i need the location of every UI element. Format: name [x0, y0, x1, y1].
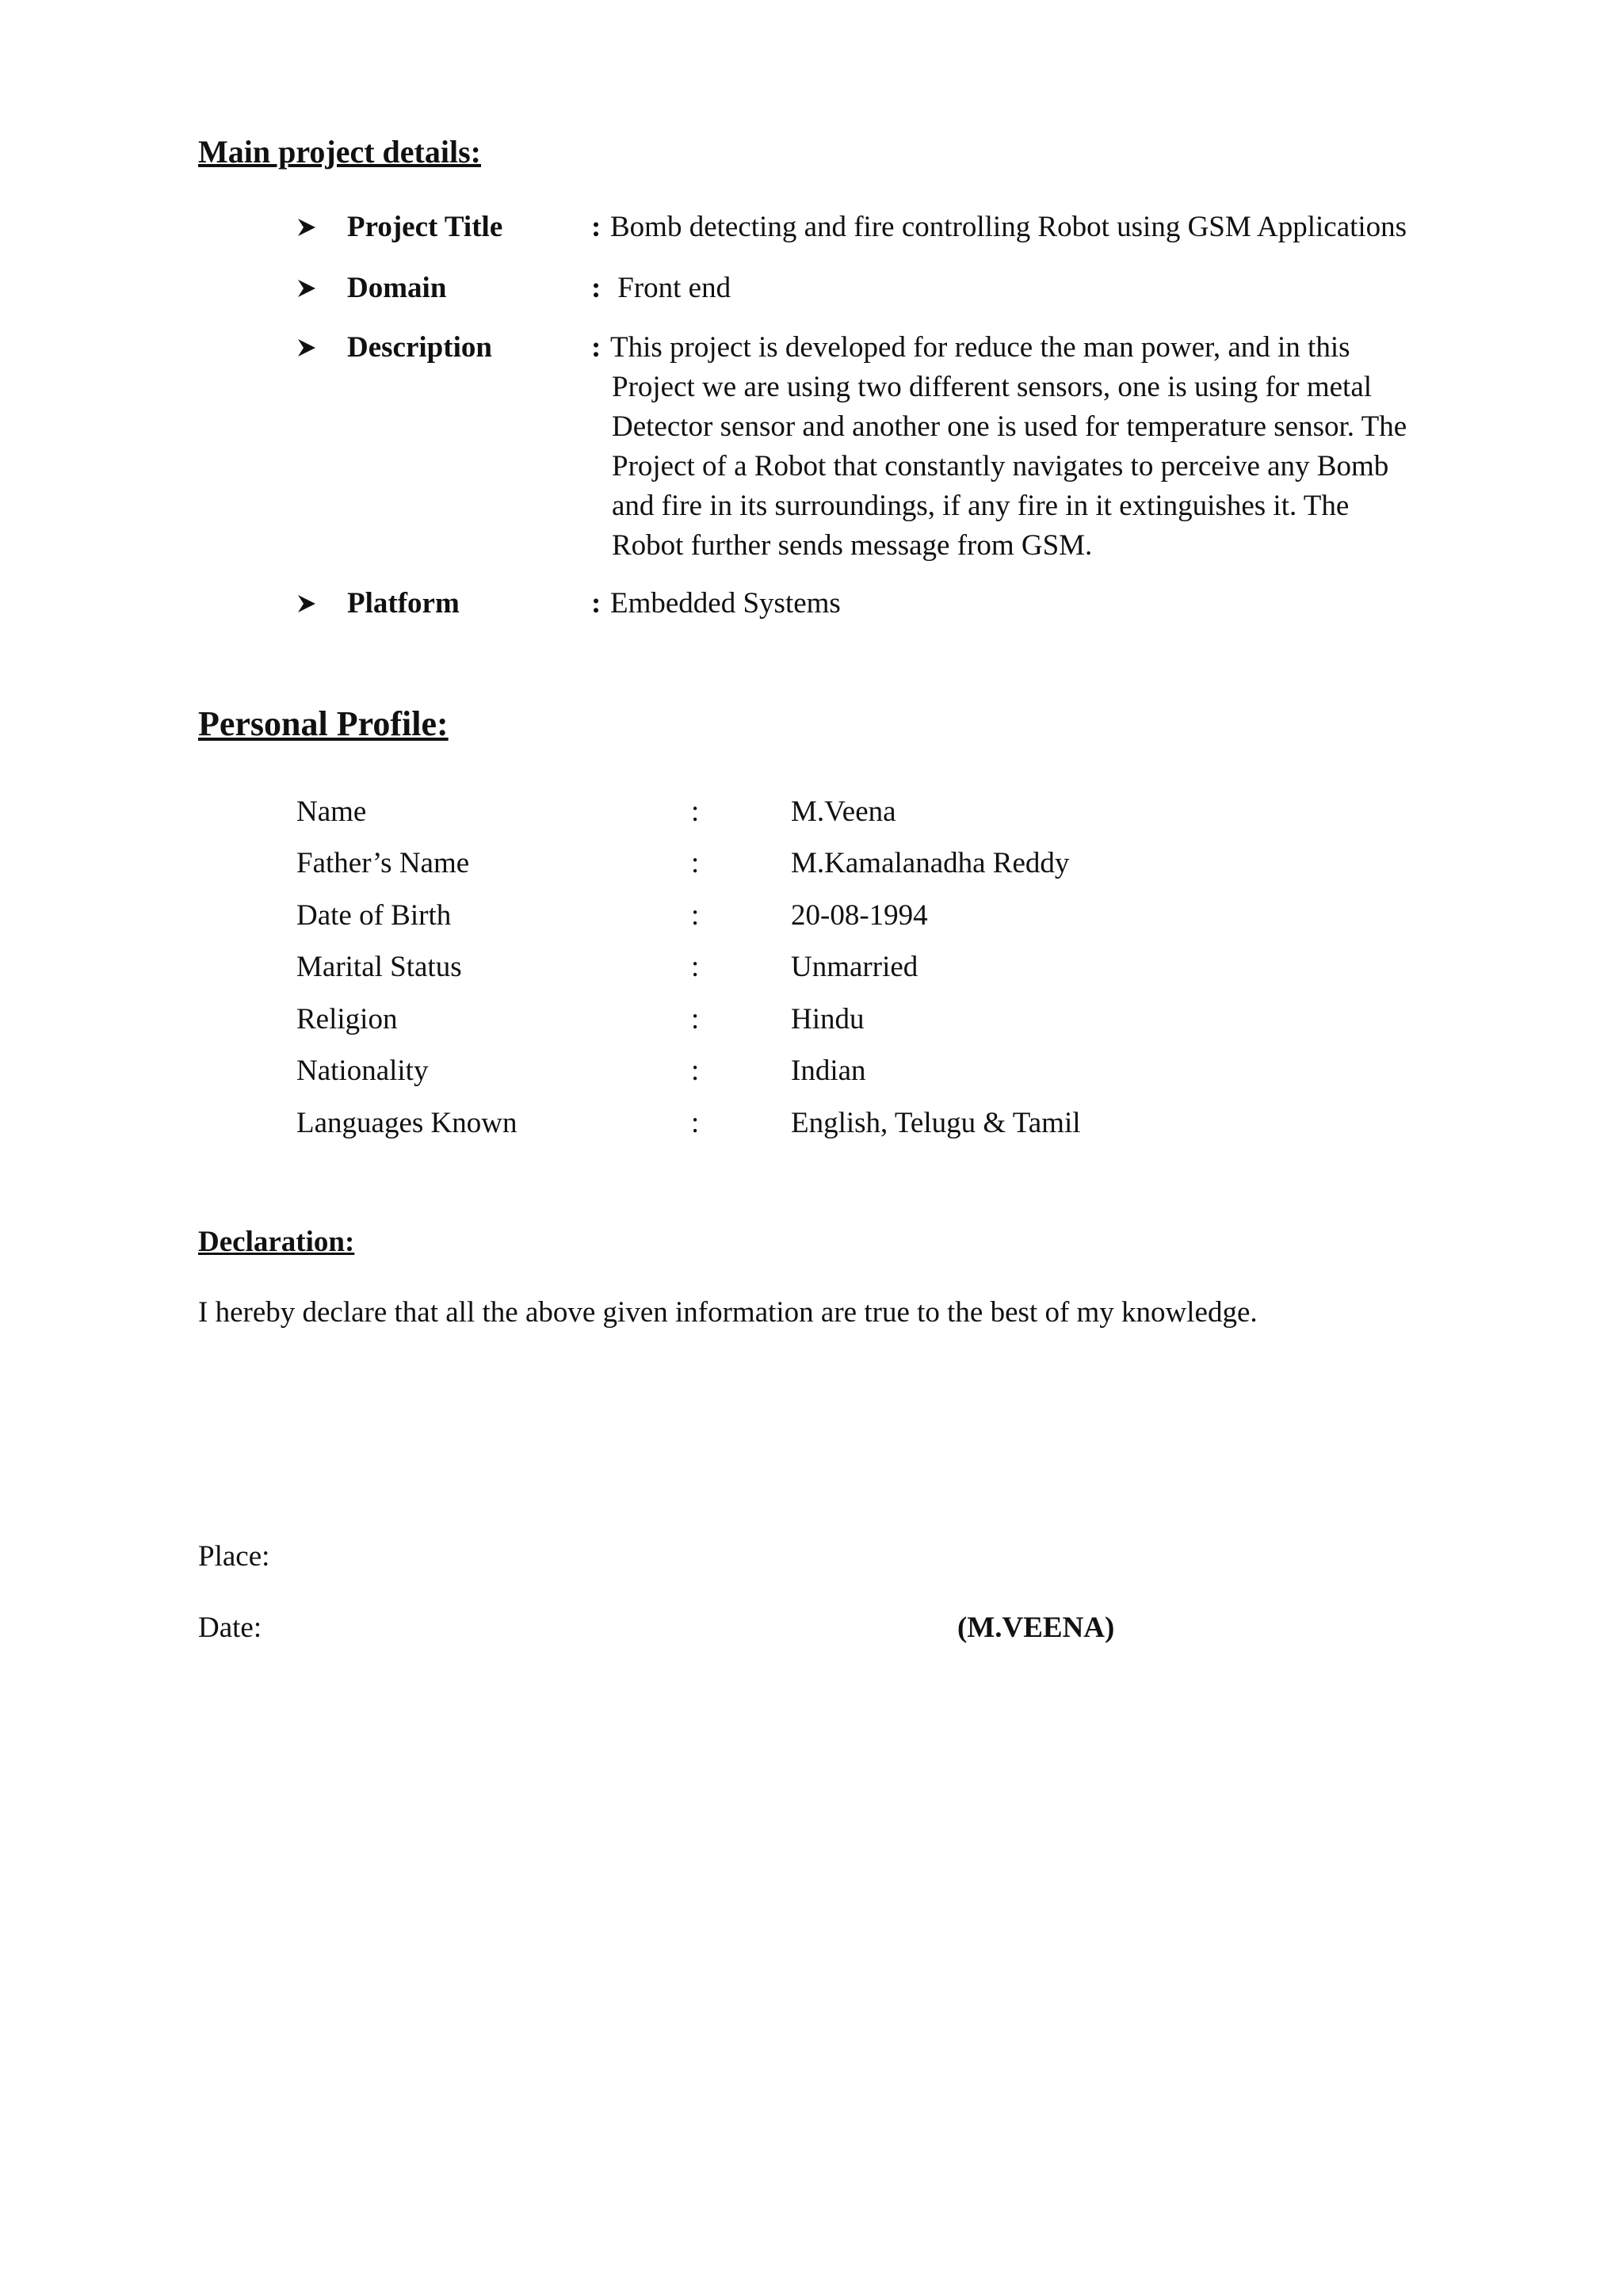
profile-value: English, Telugu & Tamil	[791, 1107, 1081, 1139]
profile-value: 20-08-1994	[791, 899, 928, 932]
declaration-text: I hereby declare that all the above given information are true to the best of my knowledge.	[198, 1296, 1258, 1329]
project-title-value: Bomb detecting and fire controlling Robot using GSM Applications	[610, 211, 1407, 243]
profile-label: Religion	[296, 1003, 398, 1035]
domain-label: Domain	[347, 272, 447, 304]
description-continuation	[612, 368, 1407, 566]
profile-colon: :	[691, 847, 700, 879]
project-title-label: Project Title	[347, 211, 503, 243]
profile-value: M.Veena	[791, 795, 896, 828]
description-line: Robot further sends message from GSM.	[612, 529, 1093, 562]
description-line: Project we are using two different sensors, one is using for metal	[612, 371, 1373, 403]
arrow-bullet-icon	[295, 269, 319, 308]
profile-label: Marital Status	[296, 951, 462, 983]
profile-colon: :	[691, 1003, 700, 1035]
profile-label: Date of Birth	[296, 899, 452, 932]
arrow-bullet-icon	[295, 208, 319, 247]
profile-colon: :	[691, 899, 700, 932]
description-colon: :	[591, 331, 601, 364]
project-title-colon: :	[591, 211, 601, 243]
profile-label: Languages Known	[296, 1107, 517, 1139]
signature-name: (M.VEENA)	[957, 1611, 1115, 1644]
profile-colon: :	[691, 1055, 700, 1087]
platform-value: Embedded Systems	[610, 587, 841, 620]
arrow-bullet-icon	[295, 328, 319, 368]
profile-colon: :	[691, 951, 700, 983]
profile-value: Hindu	[791, 1003, 865, 1035]
platform-colon: :	[591, 587, 601, 620]
profile-colon: :	[691, 795, 700, 828]
arrow-bullet-icon	[295, 584, 319, 624]
domain-value: Front end	[610, 272, 731, 304]
declaration-heading: Declaration:	[198, 1226, 355, 1258]
domain-colon: :	[591, 272, 601, 304]
platform-label: Platform	[347, 587, 460, 620]
profile-label: Name	[296, 795, 367, 828]
profile-value: Unmarried	[791, 951, 918, 983]
description-line: Detector sensor and another one is used for temperature sensor. The	[612, 410, 1407, 443]
profile-colon: :	[691, 1107, 700, 1139]
place-label: Place:	[198, 1540, 270, 1573]
description-value-line-1: This project is developed for reduce the man power, and in this	[610, 331, 1350, 364]
description-line: and fire in its surroundings, if any fire in it extinguishes it. The	[612, 490, 1350, 522]
profile-value: Indian	[791, 1055, 866, 1087]
profile-label: Nationality	[296, 1055, 429, 1087]
description-label: Description	[347, 331, 492, 364]
personal-profile-heading: Personal Profile:	[198, 704, 449, 743]
profile-value: M.Kamalanadha Reddy	[791, 847, 1070, 879]
profile-label: Father’s Name	[296, 847, 470, 879]
main-project-heading: Main project details:	[198, 134, 481, 170]
description-line: Project of a Robot that constantly navigates to perceive any Bomb	[612, 450, 1389, 482]
date-label: Date:	[198, 1611, 262, 1644]
